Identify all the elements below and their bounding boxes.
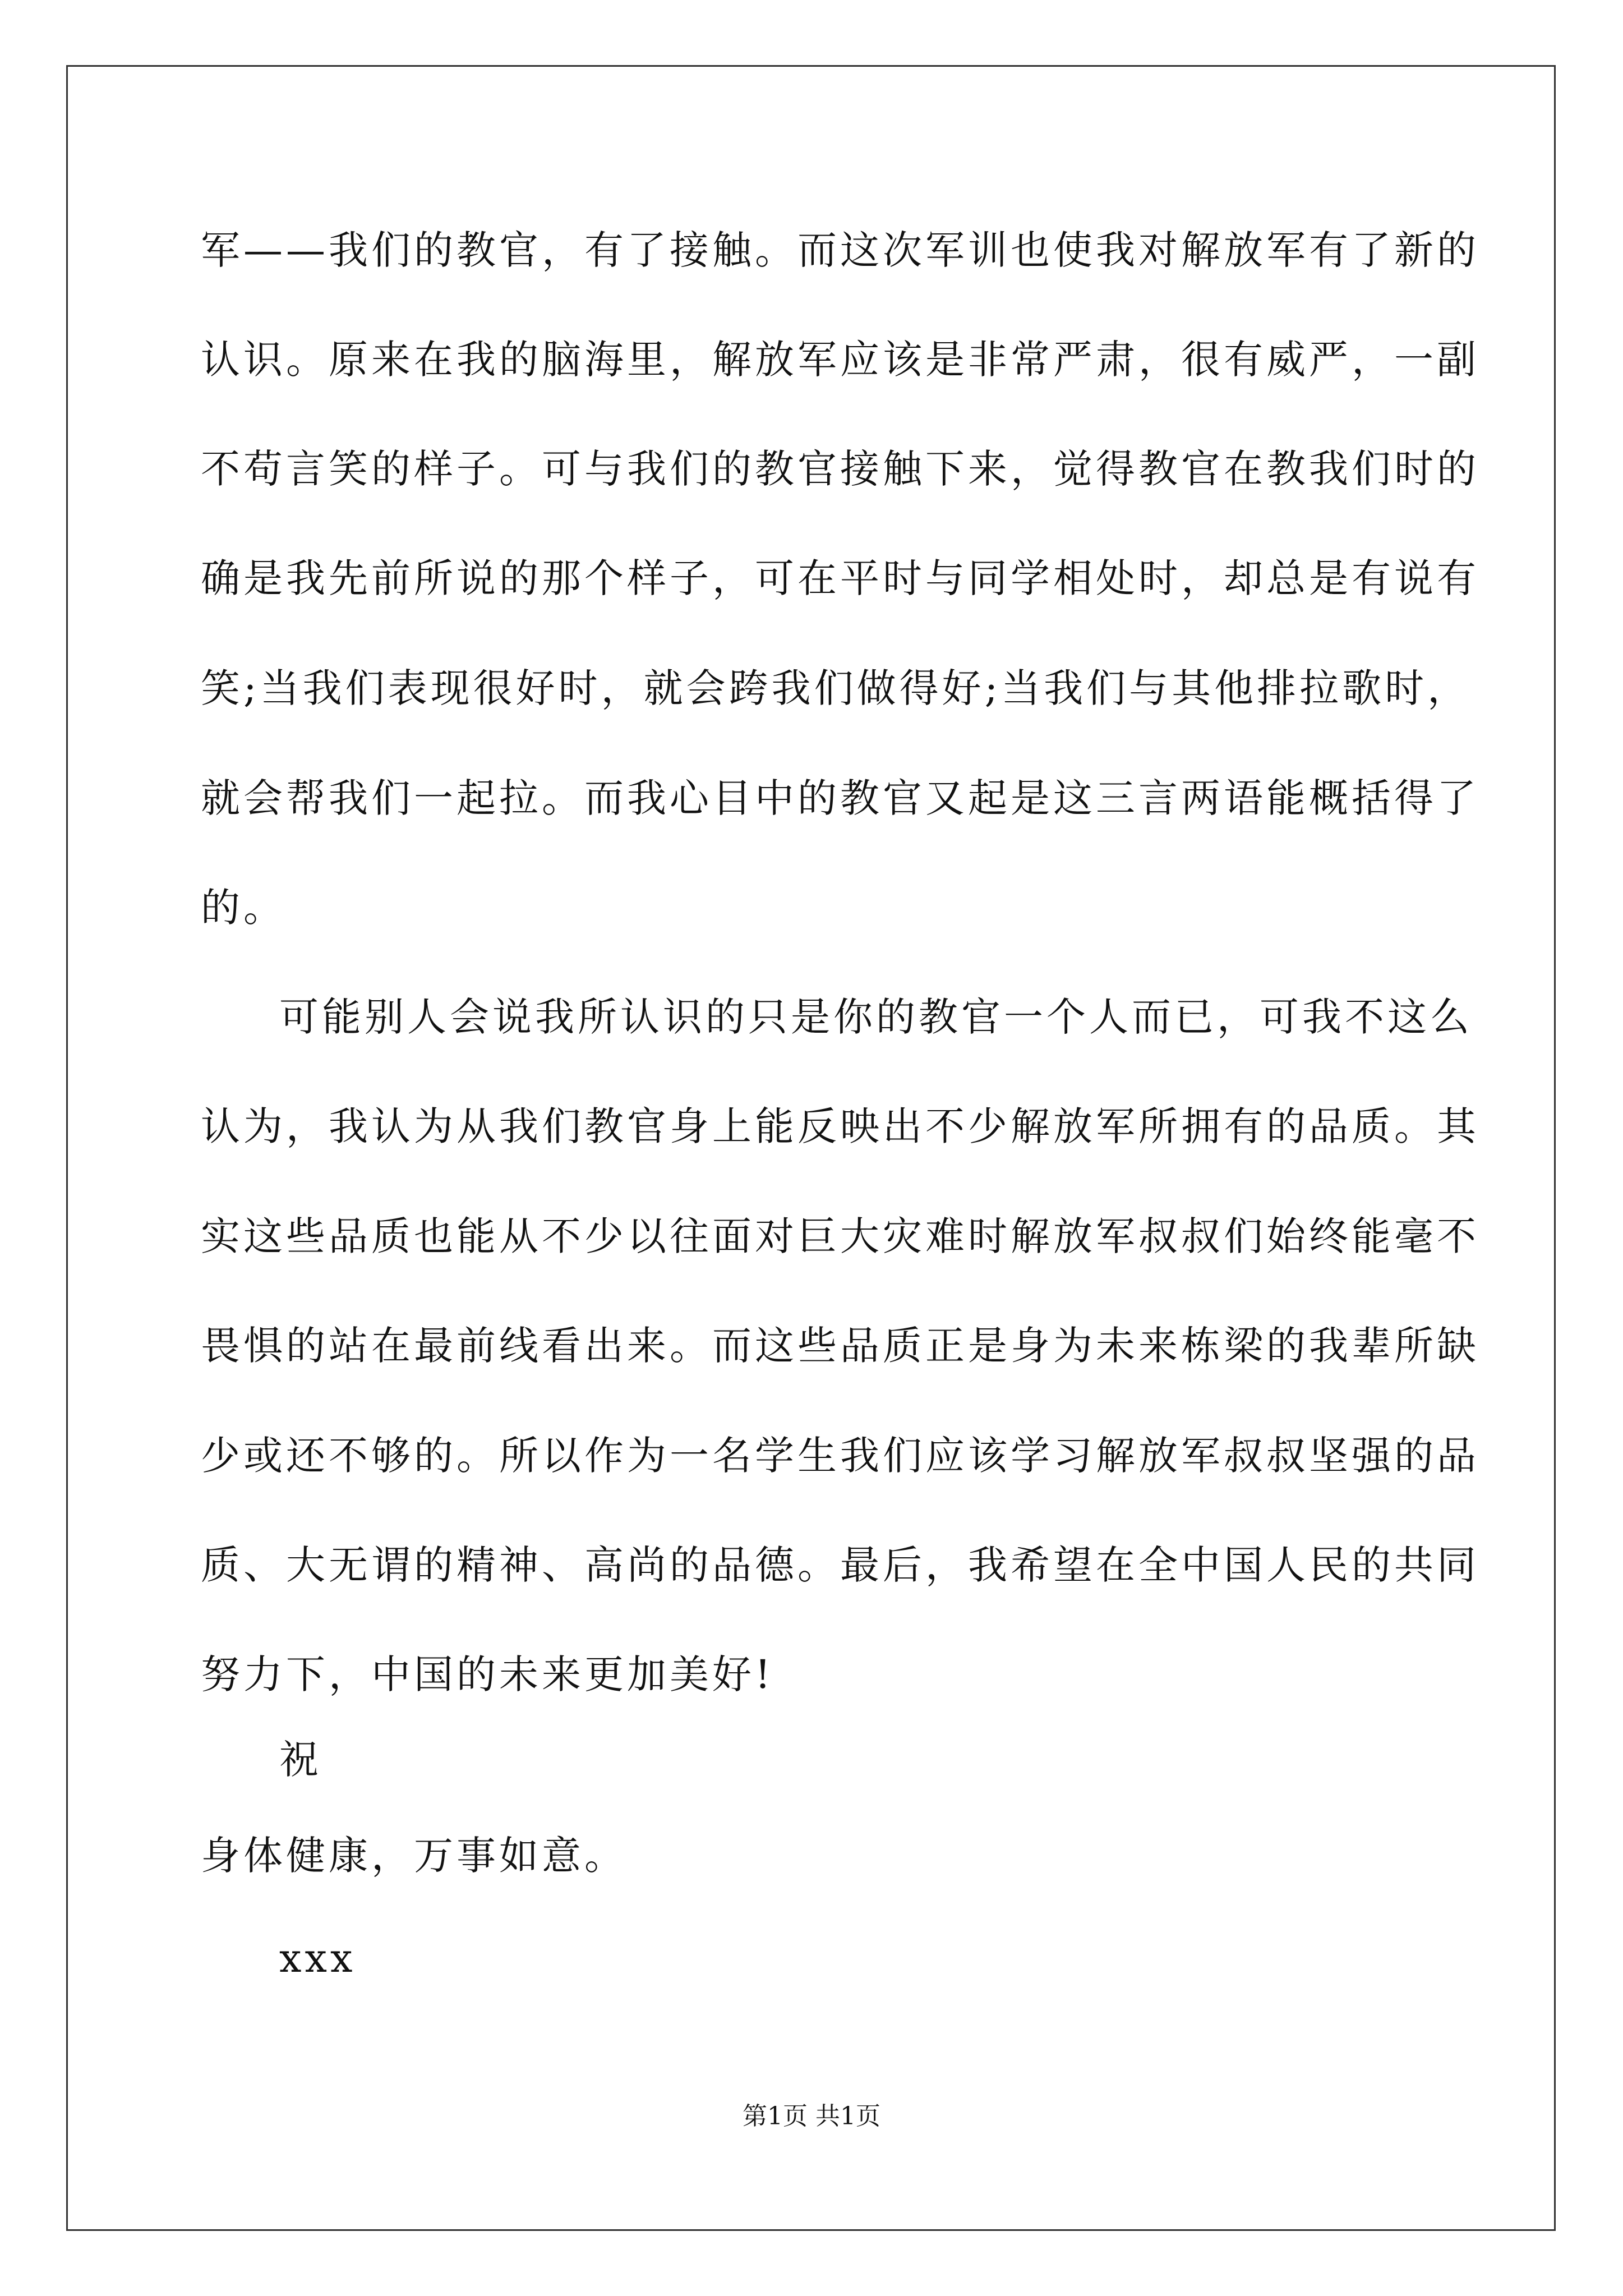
text-line: 畏惧的站在最前线看出来。而这些品质正是身为未来栋梁的我辈所缺 [201,1323,1479,1369]
text-line: 确是我先前所说的那个样子，可在平时与同学相处时，却总是有说有 [201,555,1479,601]
text-line: 笑;当我们表现很好时，就会跨我们做得好;当我们与其他排拉歌时， [201,665,1470,711]
page-number: 第1页 共1页 [743,2102,880,2131]
text-line: 就会帮我们一起拉。而我心目中的教官又起是这三言两语能概括得了 [201,775,1479,821]
text-line: 少或还不够的。所以作为一名学生我们应该学习解放军叔叔坚强的品 [201,1433,1479,1479]
text-line: 军——我们的教官，有了接触。而这次军训也使我对解放军有了新的 [201,227,1479,273]
text-line: 努力下，中国的未来更加美好! [201,1651,774,1697]
closing-salutation: 祝 [279,1737,322,1783]
paragraph-start-line: 可能别人会说我所认识的只是你的教官一个人而已，可我不这么 [279,994,1473,1040]
text-line: 认为，我认为从我们教官身上能反映出不少解放军所拥有的品质。其 [201,1103,1479,1149]
closing-wish: 身体健康，万事如意。 [201,1833,627,1879]
text-line: 实这些品质也能从不少以往面对巨大灾难时解放军叔叔们始终能毫不 [201,1213,1479,1259]
signature: xxx [279,1935,356,1981]
text-line: 质、大无谓的精神、高尚的品德。最后，我希望在全中国人民的共同 [201,1542,1479,1588]
text-line: 认识。原来在我的脑海里，解放军应该是非常严肃，很有威严，一副 [201,337,1479,383]
text-line: 不苟言笑的样子。可与我们的教官接触下来，觉得教官在教我们时的 [201,446,1479,492]
text-line: 的。 [201,885,286,931]
